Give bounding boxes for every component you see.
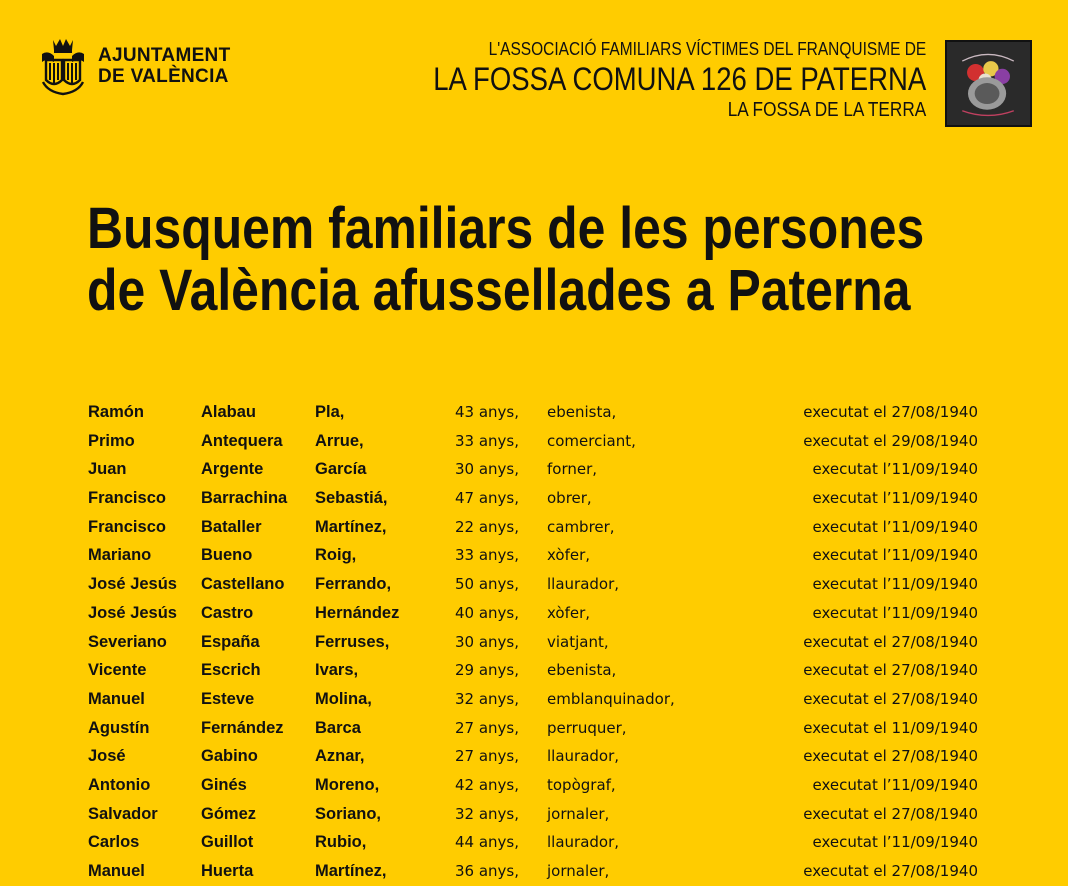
age: 32 anys, (455, 804, 520, 823)
first-name: Juan (88, 460, 127, 479)
first-name: Vicente (88, 661, 147, 680)
list-item (88, 628, 978, 657)
council-name (98, 45, 230, 87)
list-item (88, 455, 978, 484)
list-item (88, 771, 978, 800)
first-surname: Castellano (201, 575, 285, 594)
execution-date: executat el 27/08/1940 (803, 403, 978, 421)
age: 30 anys, (455, 460, 520, 479)
list-item (88, 742, 978, 771)
second-surname: Soriano, (315, 804, 382, 823)
first-name: Francisco (88, 517, 166, 536)
page-title-line2: de València afussellades a Paterna (87, 258, 911, 323)
age: 50 anys, (455, 575, 520, 594)
association-title-block (353, 38, 926, 122)
valencia-coat-of-arms-icon (38, 36, 88, 96)
second-surname: Martínez, (315, 862, 387, 880)
occupation: perruquer, (547, 718, 627, 737)
first-name: José (88, 747, 126, 766)
first-name: Manuel (88, 862, 145, 880)
execution-date: executat l’11/09/1940 (812, 603, 978, 622)
age: 30 anys, (455, 632, 520, 651)
second-surname: Hernández (315, 603, 400, 622)
execution-date: executat el 27/08/1940 (803, 661, 978, 680)
execution-date: executat l’11/09/1940 (812, 489, 978, 508)
second-surname: Aznar, (315, 747, 365, 766)
list-item (88, 570, 978, 599)
first-name: José Jesús (88, 575, 177, 594)
first-name: Mariano (88, 546, 152, 565)
first-surname: Ginés (201, 775, 247, 794)
first-surname: Esteve (201, 689, 255, 708)
first-surname: España (201, 632, 260, 651)
execution-date: executat l’11/09/1940 (812, 775, 978, 794)
occupation: llaurador, (547, 833, 620, 852)
age: 22 anys, (455, 517, 520, 536)
first-surname: Barrachina (201, 489, 288, 508)
second-surname: Rubio, (315, 833, 367, 852)
first-surname: Gabino (201, 747, 258, 766)
occupation: jornaler, (547, 862, 610, 880)
second-surname: García (315, 460, 367, 479)
first-name: Antonio (88, 775, 151, 794)
association-logo-icon (945, 40, 1032, 127)
age: 42 anys, (455, 775, 520, 794)
execution-date: executat l’11/09/1940 (812, 546, 978, 565)
first-surname: Gómez (201, 804, 257, 823)
execution-date: executat el 27/08/1940 (803, 804, 978, 823)
age: 33 anys, (455, 431, 520, 450)
list-item (88, 828, 978, 857)
occupation: llaurador, (547, 575, 620, 594)
second-surname: Barca (315, 718, 361, 737)
first-name: Francisco (88, 489, 166, 508)
first-name: Salvador (88, 804, 158, 823)
first-surname: Huerta (201, 862, 254, 880)
list-item (88, 599, 978, 628)
occupation: ebenista, (547, 661, 617, 680)
age: 44 anys, (455, 833, 520, 852)
age: 29 anys, (455, 661, 520, 680)
victims-list (88, 398, 978, 886)
council-logo-block (38, 36, 230, 96)
list-item (88, 513, 978, 542)
second-surname: Pla, (315, 403, 345, 421)
list-item (88, 541, 978, 570)
first-name: Severiano (88, 632, 167, 651)
association-line3: LA FOSSA DE LA TERRA (727, 99, 926, 121)
occupation: viatjant, (547, 632, 609, 651)
second-surname: Molina, (315, 689, 372, 708)
age: 43 anys, (455, 403, 520, 421)
age: 27 anys, (455, 718, 520, 737)
first-surname: Bataller (201, 517, 262, 536)
execution-date: executat l’11/09/1940 (812, 517, 978, 536)
council-name-line1: AJUNTAMENT (98, 45, 231, 66)
first-surname: Argente (201, 460, 264, 479)
execution-date: executat el 29/08/1940 (803, 431, 978, 450)
first-name: Primo (88, 431, 135, 450)
first-surname: Fernández (201, 718, 284, 737)
second-surname: Ferrando, (315, 575, 392, 594)
occupation: cambrer, (547, 517, 615, 536)
list-item (88, 714, 978, 743)
occupation: obrer, (547, 489, 592, 508)
second-surname: Roig, (315, 546, 357, 565)
age: 27 anys, (455, 747, 520, 766)
execution-date: executat el 27/08/1940 (803, 632, 978, 651)
first-name: Carlos (88, 833, 140, 852)
list-item (88, 857, 978, 886)
age: 32 anys, (455, 689, 520, 708)
list-item (88, 484, 978, 513)
second-surname: Moreno, (315, 775, 380, 794)
age: 40 anys, (455, 603, 520, 622)
execution-date: executat l’11/09/1940 (812, 833, 978, 852)
execution-date: executat l’11/09/1940 (812, 460, 978, 479)
list-item (88, 427, 978, 456)
first-name: Ramón (88, 403, 144, 421)
first-surname: Castro (201, 603, 254, 622)
occupation: xòfer, (547, 603, 591, 622)
first-name: José Jesús (88, 603, 177, 622)
first-surname: Escrich (201, 661, 261, 680)
occupation: ebenista, (547, 403, 617, 421)
occupation: forner, (547, 460, 598, 479)
list-item (88, 398, 978, 427)
occupation: jornaler, (547, 804, 610, 823)
execution-date: executat el 27/08/1940 (803, 862, 978, 880)
association-line2: LA FOSSA COMUNA 126 DE PATERNA (433, 61, 926, 97)
occupation: xòfer, (547, 546, 591, 565)
second-surname: Martínez, (315, 517, 387, 536)
execution-date: executat el 27/08/1940 (803, 747, 978, 766)
page-title (87, 198, 924, 322)
occupation: llaurador, (547, 747, 620, 766)
occupation: comerciant, (547, 431, 636, 450)
second-surname: Ferruses, (315, 632, 390, 651)
first-surname: Guillot (201, 833, 254, 852)
first-surname: Bueno (201, 546, 253, 565)
execution-date: executat l’11/09/1940 (812, 575, 978, 594)
list-item (88, 685, 978, 714)
association-emblem-icon (947, 42, 1030, 125)
first-name: Manuel (88, 689, 145, 708)
council-name-line2: DE VALÈNCIA (98, 66, 229, 87)
first-surname: Alabau (201, 403, 257, 421)
first-name: Agustín (88, 718, 150, 737)
list-item (88, 800, 978, 829)
list-item (88, 656, 978, 685)
execution-date: executat el 11/09/1940 (803, 718, 978, 737)
age: 33 anys, (455, 546, 520, 565)
second-surname: Arrue, (315, 431, 364, 450)
age: 36 anys, (455, 862, 520, 880)
second-surname: Sebastiá, (315, 489, 388, 508)
occupation: topògraf, (547, 775, 616, 794)
page-title-line1: Busquem familiars de les persones (87, 196, 925, 261)
occupation: emblanquinador, (547, 689, 675, 708)
age: 47 anys, (455, 489, 520, 508)
execution-date: executat el 27/08/1940 (803, 689, 978, 708)
first-surname: Antequera (201, 431, 283, 450)
second-surname: Ivars, (315, 661, 359, 680)
association-line1: L'ASSOCIACIÓ FAMILIARS VÍCTIMES DEL FRANQUISME DE (488, 39, 926, 59)
